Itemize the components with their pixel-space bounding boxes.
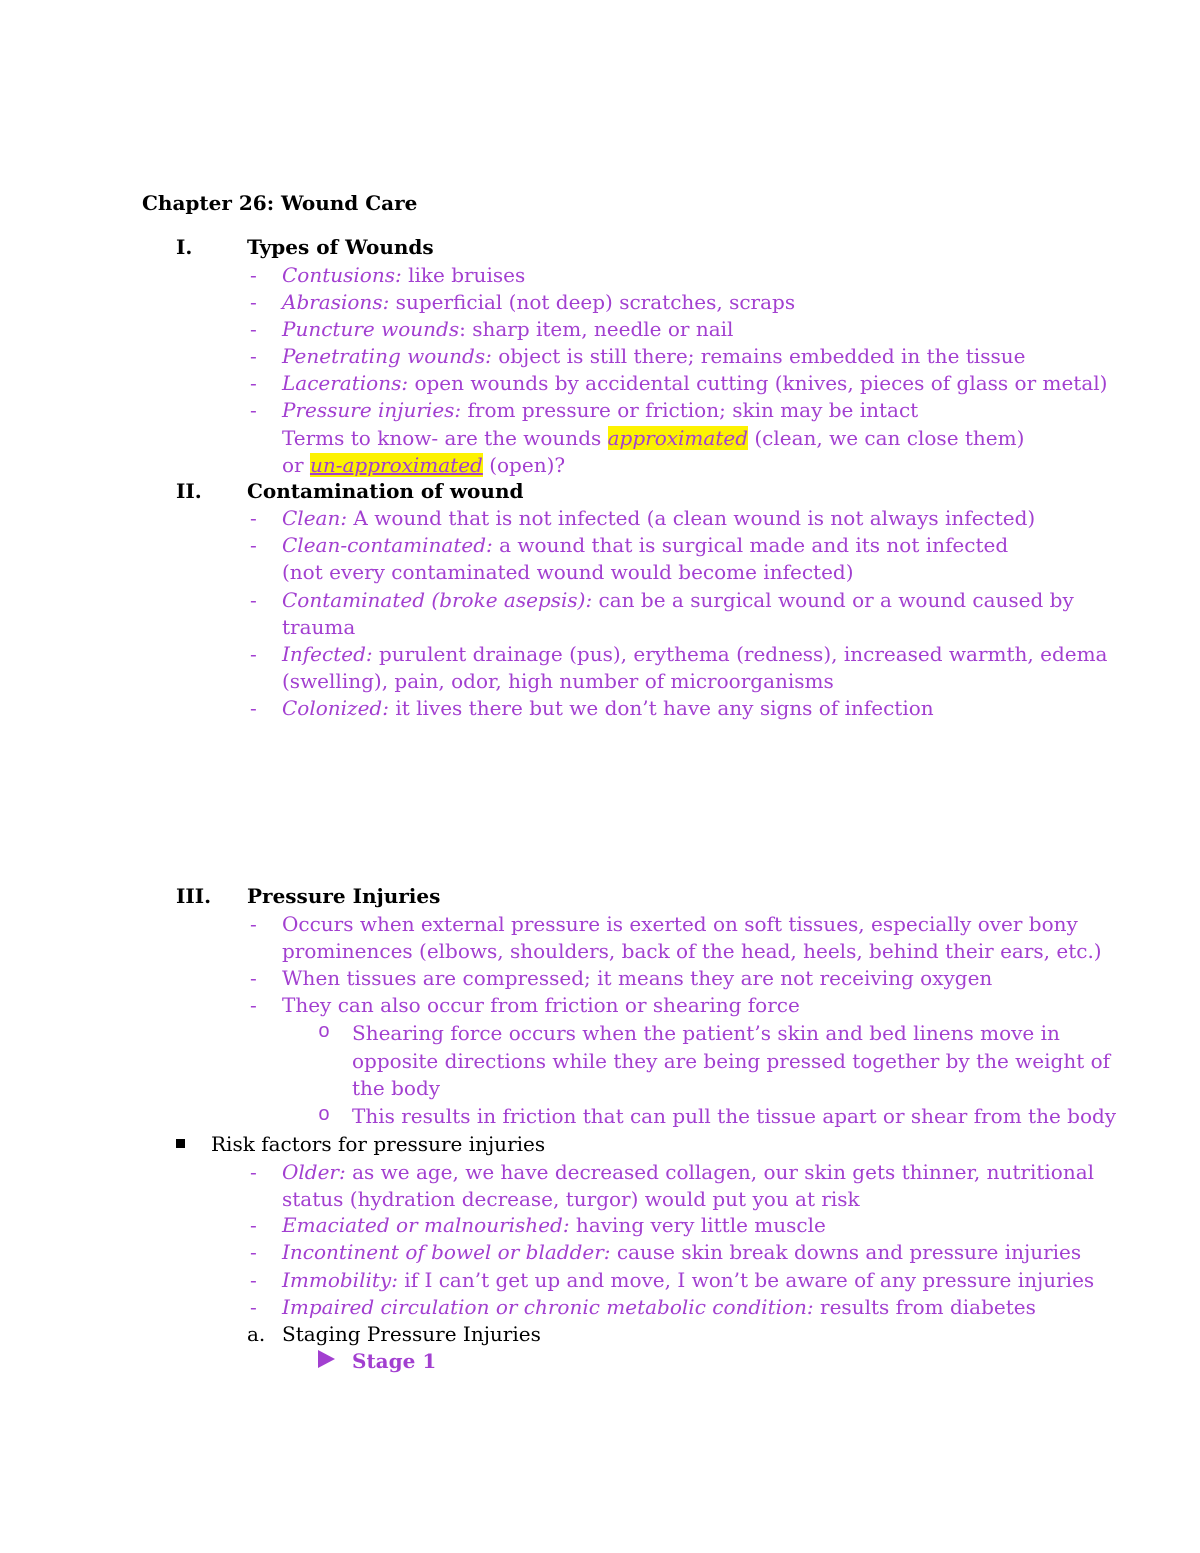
section-numeral: III.	[176, 884, 212, 908]
list-dash: -	[250, 966, 257, 990]
list-item	[282, 397, 918, 423]
terms-line	[282, 425, 1024, 451]
sub-bullet-marker: o	[318, 1021, 331, 1044]
list-item-continuation: trauma	[282, 615, 356, 639]
list-item	[282, 641, 1107, 667]
list-dash: -	[250, 1295, 257, 1319]
list-dash: -	[250, 371, 257, 395]
list-item	[282, 505, 1035, 531]
list-item-continuation: (not every contaminated wound would become infected)	[282, 560, 854, 584]
item-term: Puncture wounds	[282, 317, 460, 341]
list-item	[282, 316, 733, 342]
list-item	[282, 532, 1008, 558]
terms-text: or	[282, 453, 310, 477]
list-item	[282, 289, 795, 315]
section-numeral: II.	[176, 479, 202, 503]
list-dash: -	[250, 533, 257, 557]
item-text: from pressure or friction; skin may be intact	[461, 398, 919, 422]
item-text: as we age, we have decreased collagen, our skin gets thinner, nutritional	[345, 1160, 1095, 1184]
item-term: Infected:	[282, 642, 373, 666]
highlight-un-approximated: un-approximated	[309, 453, 483, 477]
item-term: Colonized:	[282, 696, 389, 720]
sub-list-item-continuation: opposite directions while they are being pressed together by the weight of	[352, 1049, 1111, 1073]
list-dash: -	[250, 1160, 257, 1184]
terms-text: (clean, we can close them)	[748, 426, 1025, 450]
list-item: Occurs when external pressure is exerted on soft tissues, especially over bony	[282, 912, 1078, 936]
sub-list-item: Shearing force occurs when the patient’s skin and bed linens move in	[352, 1021, 1060, 1045]
list-dash: -	[250, 1213, 257, 1237]
list-item-continuation: (swelling), pain, odor, high number of microorganisms	[282, 669, 834, 693]
item-term: Impaired circulation or chronic metabolic condition:	[282, 1295, 814, 1319]
item-term: Penetrating wounds:	[282, 344, 492, 368]
sub-list-item: This results in friction that can pull the tissue apart or shear from the body	[352, 1104, 1117, 1128]
item-term: Clean:	[282, 506, 348, 530]
item-text: like bruises	[401, 263, 526, 287]
item-text: : sharp item, needle or nail	[459, 317, 734, 341]
highlight-approximated: approximated	[607, 426, 748, 450]
item-text: a wound that is surgical made and its not infected	[492, 533, 1009, 557]
list-item	[282, 1212, 826, 1238]
list-item	[282, 695, 934, 721]
list-item: When tissues are compressed; it means they are not receiving oxygen	[282, 966, 993, 990]
list-dash: -	[250, 696, 257, 720]
list-item	[282, 262, 525, 288]
list-dash: -	[250, 912, 257, 936]
list-dash: -	[250, 263, 257, 287]
section-heading: Types of Wounds	[247, 235, 434, 259]
item-text: can be a surgical wound or a wound caused by	[592, 588, 1074, 612]
sub-list-item-continuation: the body	[352, 1076, 441, 1100]
item-text: if I can’t get up and move, I won’t be aware of any pressure injuries	[397, 1268, 1095, 1292]
item-text: purulent drainage (pus), erythema (redness), increased warmth, edema	[372, 642, 1108, 666]
item-text: it lives there but we don’t have any signs of infection	[388, 696, 934, 720]
item-text: superficial (not deep) scratches, scraps	[389, 290, 796, 314]
item-text: A wound that is not infected (a clean wound is not always infected)	[347, 506, 1036, 530]
sub-bullet-marker: o	[318, 1104, 331, 1127]
item-text: cause skin break downs and pressure injuries	[610, 1240, 1082, 1264]
item-text: results from diabetes	[813, 1295, 1036, 1319]
terms-line	[282, 452, 565, 478]
item-term: Immobility:	[282, 1268, 398, 1292]
list-dash: -	[250, 642, 257, 666]
item-term: Contaminated (broke asepsis):	[282, 588, 593, 612]
list-item	[282, 343, 1025, 369]
square-bullet-icon	[176, 1139, 185, 1148]
list-dash: -	[250, 398, 257, 422]
list-dash: -	[250, 344, 257, 368]
item-term: Older:	[282, 1160, 346, 1184]
stage-label: Stage 1	[352, 1349, 437, 1373]
list-item	[282, 1159, 1094, 1185]
arrow-bullet-icon	[318, 1350, 335, 1368]
item-term: Incontinent of bowel or bladder:	[282, 1240, 611, 1264]
list-item	[282, 587, 1074, 613]
list-item	[282, 1294, 1036, 1320]
sub-heading: Staging Pressure Injuries	[282, 1322, 541, 1346]
item-text: having very little muscle	[569, 1213, 826, 1237]
list-item	[282, 1239, 1081, 1265]
terms-text: Terms to know- are the wounds	[282, 426, 608, 450]
list-item: They can also occur from friction or shearing force	[282, 993, 800, 1017]
sub-list-marker: a.	[247, 1322, 266, 1346]
list-dash: -	[250, 1268, 257, 1292]
page-title: Chapter 26: Wound Care	[142, 191, 418, 215]
item-term: Clean-contaminated:	[282, 533, 493, 557]
list-item-continuation: status (hydration decrease, turgor) would put you at risk	[282, 1187, 860, 1211]
item-term: Lacerations:	[282, 371, 409, 395]
item-text: object is still there; remains embedded in the tissue	[491, 344, 1026, 368]
terms-text: (open)?	[482, 453, 566, 477]
item-term: Contusions:	[282, 263, 402, 287]
section-heading: Contamination of wound	[247, 479, 524, 503]
list-dash: -	[250, 317, 257, 341]
list-item-continuation: prominences (elbows, shoulders, back of the head, heels, behind their ears, etc.)	[282, 939, 1102, 963]
list-dash: -	[250, 993, 257, 1017]
item-term: Pressure injuries:	[282, 398, 462, 422]
item-text: open wounds by accidental cutting (knives, pieces of glass or metal)	[408, 371, 1108, 395]
list-item	[282, 370, 1107, 396]
list-dash: -	[250, 506, 257, 530]
item-term: Abrasions:	[282, 290, 390, 314]
list-dash: -	[250, 1240, 257, 1264]
list-item	[282, 1267, 1094, 1293]
list-dash: -	[250, 290, 257, 314]
section-heading: Pressure Injuries	[247, 884, 441, 908]
item-term: Emaciated or malnourished:	[282, 1213, 570, 1237]
risk-heading: Risk factors for pressure injuries	[211, 1132, 546, 1156]
list-dash: -	[250, 588, 257, 612]
section-numeral: I.	[176, 235, 193, 259]
